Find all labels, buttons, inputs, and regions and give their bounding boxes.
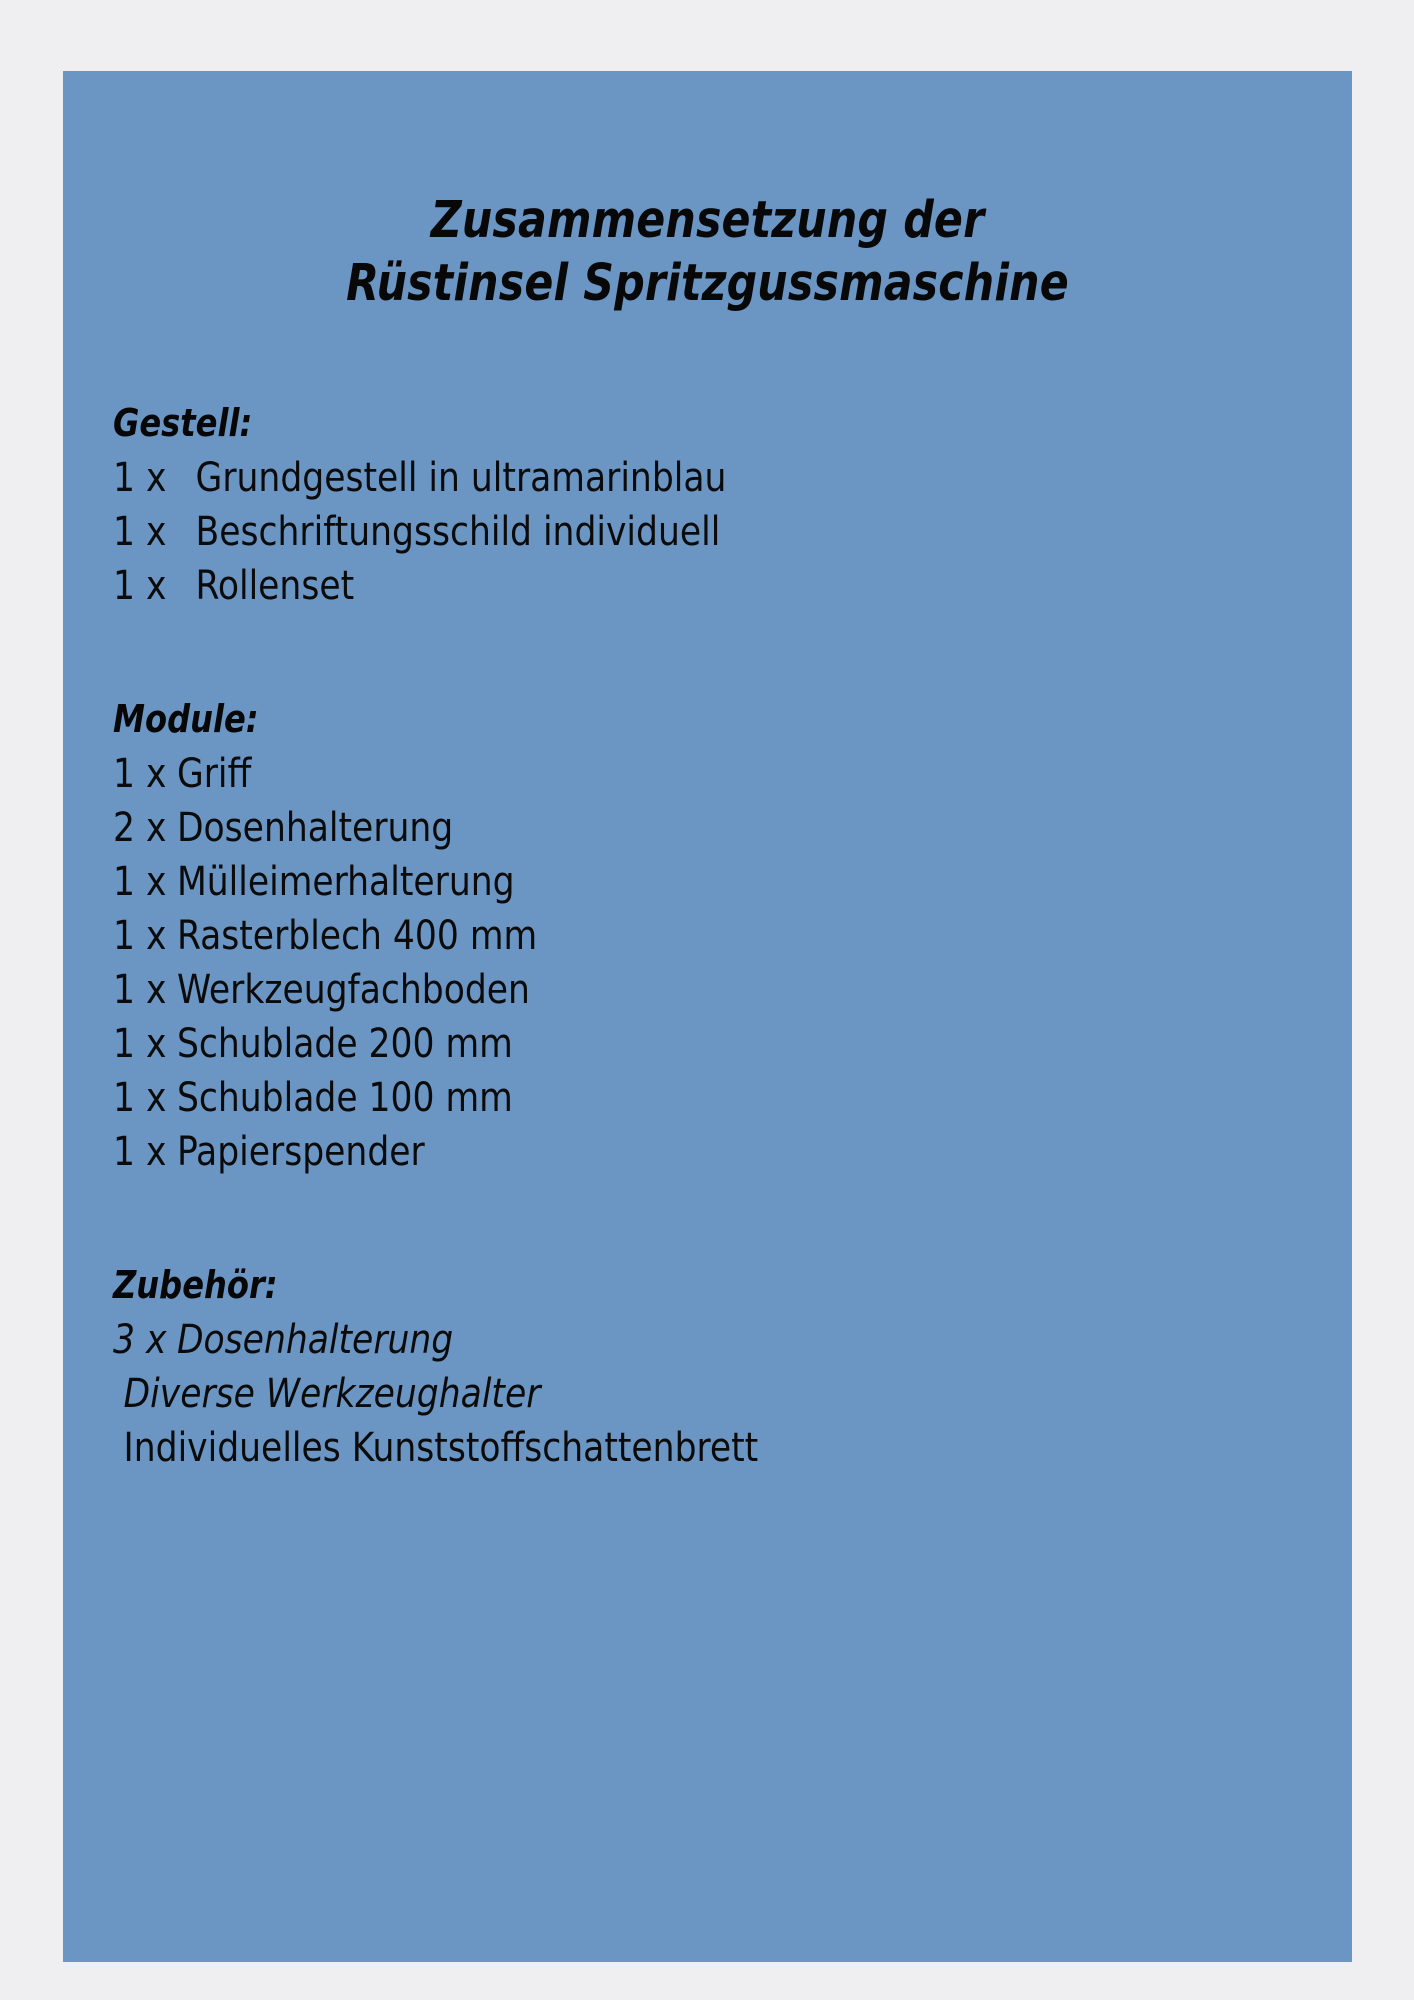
item-quantity: 1 x: [113, 859, 167, 905]
list-item: [113, 1125, 1264, 1179]
item-label: Grundgestell in ultramarinblau: [195, 455, 727, 501]
item-list-module: [113, 747, 1312, 1179]
content-column: [113, 401, 1312, 1475]
list-item: [113, 1367, 1264, 1421]
list-item: [113, 1071, 1264, 1125]
list-item: [113, 801, 1264, 855]
item-quantity: 1 x: [113, 1129, 167, 1175]
section-heading-gestell: Gestell:: [113, 401, 253, 445]
list-item: [113, 963, 1264, 1017]
list-item: [113, 1017, 1264, 1071]
section-heading-zubehoer: Zubehör:: [113, 1263, 278, 1307]
section-module: [113, 697, 1312, 1179]
page-title-line-1: Zusammensetzung der: [430, 191, 985, 250]
item-quantity: 2 x: [113, 805, 167, 851]
item-quantity: 1 x: [113, 563, 167, 609]
item-label: Dosenhalterung: [176, 1317, 454, 1363]
item-quantity: 1 x: [113, 509, 167, 555]
item-label: Griff: [176, 751, 252, 797]
item-list-zubehoer: [113, 1313, 1312, 1475]
item-label: Dosenhalterung: [176, 805, 454, 851]
list-item: [113, 855, 1264, 909]
item-label: Schublade 100 mm: [176, 1075, 513, 1121]
list-item: [113, 559, 1264, 613]
item-label: Beschriftungsschild individuell: [195, 509, 721, 555]
item-quantity: 1 x: [113, 913, 167, 959]
item-quantity: 1 x: [113, 967, 167, 1013]
item-quantity: 1 x: [113, 1021, 167, 1067]
section-zubehoer: [113, 1263, 1312, 1475]
page-title-line-2: Rüstinsel Spritzgussmaschine: [346, 254, 1069, 313]
item-label: Rollenset: [195, 563, 355, 609]
list-item: [113, 451, 1264, 505]
item-label: Werkzeugfachboden: [176, 967, 530, 1013]
item-label: Mülleimerhalterung: [176, 859, 515, 905]
section-gestell: [113, 401, 1312, 613]
item-quantity: 1 x: [113, 751, 167, 797]
item-quantity: 1 x: [113, 1075, 167, 1121]
list-item: [113, 505, 1264, 559]
item-list-gestell: [113, 451, 1312, 613]
list-item: [113, 909, 1264, 963]
item-quantity: 1 x: [113, 455, 167, 501]
list-item: [113, 1313, 1264, 1367]
poster-panel: [63, 71, 1352, 1962]
item-label: Individuelles Kunststoffschattenbrett: [123, 1425, 759, 1471]
item-label: Schublade 200 mm: [176, 1021, 513, 1067]
item-quantity: 3 x: [113, 1317, 167, 1363]
item-label: Diverse Werkzeughalter: [123, 1371, 541, 1417]
list-item: [113, 747, 1264, 801]
item-label: Rasterblech 400 mm: [176, 913, 538, 959]
page-title: [63, 189, 1352, 315]
item-label: Papierspender: [176, 1129, 425, 1175]
list-item: [113, 1421, 1264, 1475]
section-heading-module: Module:: [113, 697, 259, 741]
